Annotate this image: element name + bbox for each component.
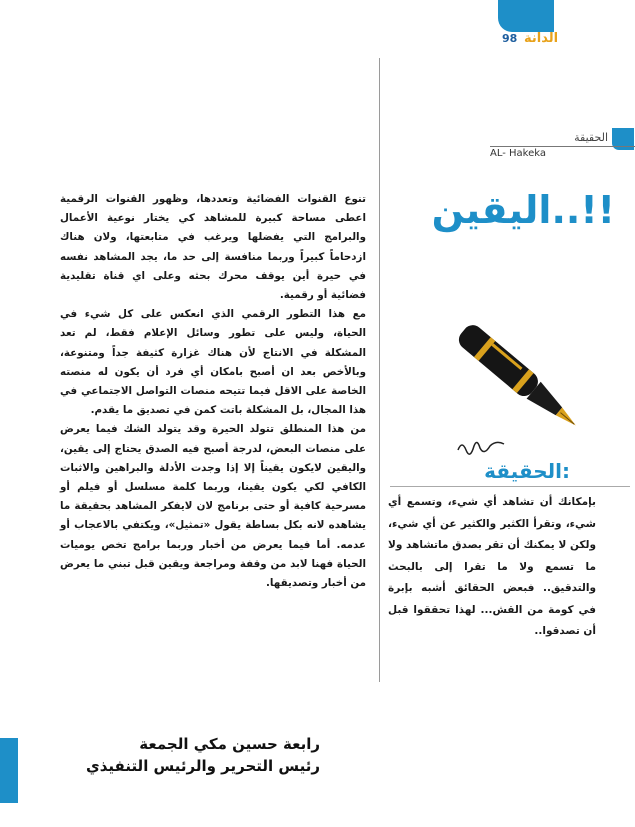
fountain-pen-icon [430, 310, 580, 460]
box-title: الحقيقة: [484, 459, 570, 483]
article-paragraph: مع هذا التطور الرقمي الذي انعكس على كل شيء في الحياة، وليس على تطور وسائل الإعلام فقط، لم تعد المشكلة في الانتاج لأن هناك غزارة كثيفة جداً ومتنوعة، وبالأخص بعد ان أصبح بامكان أي فرد أن يكون له منصته الخاصة على الاقل فيما تتيحه منصات التواصل الاجتماعي في هذا المجال، بل المشكلة باتت كمن في تصديق ما يقدم. [60, 308, 366, 417]
column-divider [379, 58, 380, 682]
section-label-en: AL- Hakeka [490, 148, 547, 159]
article-paragraph: تنوع القنوات الفضائية وتعددها، وظهور القنوات الرقمية اعطى مساحة كبيرة للمشاهد كي يختار نوعية الأعمال والبرامج التي يفضلها ويرغب في متابعتها، ولان هناك ازدحاماً كبيراً وربما منافسة إلى حد ما، يجد المشاهد نفسه في حيرة أين يوقف محرك بحثه وعلى اي قناة تقليدية فضائية أو رقمية. [60, 193, 366, 302]
author-name: رابعة حسين مكي الجمعة [139, 735, 320, 753]
box-rule [390, 486, 630, 487]
page-number: 98 [502, 32, 518, 45]
side-accent-bar [0, 738, 18, 803]
magazine-logo: الدانة [524, 31, 559, 46]
article-paragraph: من هذا المنطلق تتولد الحيرة وقد يتولد الشك فيما يعرض على منصات البعض، لدرجة أصبح فيه الصدق يحتاج إلى يقين، واليقين لايكون يقيناً إلا إذا وجدت الأدلة والبراهين والاثبات الكافي لكي يكون يقينا، وربما كلمة مسلسل أو فيلم أو مسرحية كافية أو حتى برنامج لان لايفكر المشاهد بحقيقة ما يشاهده لانه بكل بساطة يقول «تمثيل»، ويكتفي بالاعجاب أو عدمه. أما فيما يعرض من أخبار وربما برامج تخص يوميات الحياة فهنا لابد من وقفة ومراجعة ويقين قبل تبني ما يعرض من أخبار وتصديقها. [60, 423, 366, 590]
author-role: رئيس التحرير والرئيس التنفيذي [85, 757, 320, 775]
section-label-ar: الحقيقة [574, 131, 608, 144]
page-header-tab [498, 0, 635, 50]
article-title: اليقين..!! [431, 188, 615, 232]
section-rule [490, 146, 635, 147]
header-tab-block [498, 0, 554, 32]
box-text: بإمكانك أن تشاهد أي شيء، وتسمع أي شيء، وتقرأ الكثير والكثير عن أي شيء، ولكن لا يمكنك أن تقر بصدق ماتشاهد ولا ما تسمع ولا ما تقرا إلى بالبحث والتدقيق.. فبعض الحقائق أشبه بإبرة في كومة من القش... لهذا تحققوا قبل أن تصدقوا.. [388, 496, 596, 637]
article-body [60, 190, 366, 593]
header-title: الحقيقة [579, 14, 635, 30]
